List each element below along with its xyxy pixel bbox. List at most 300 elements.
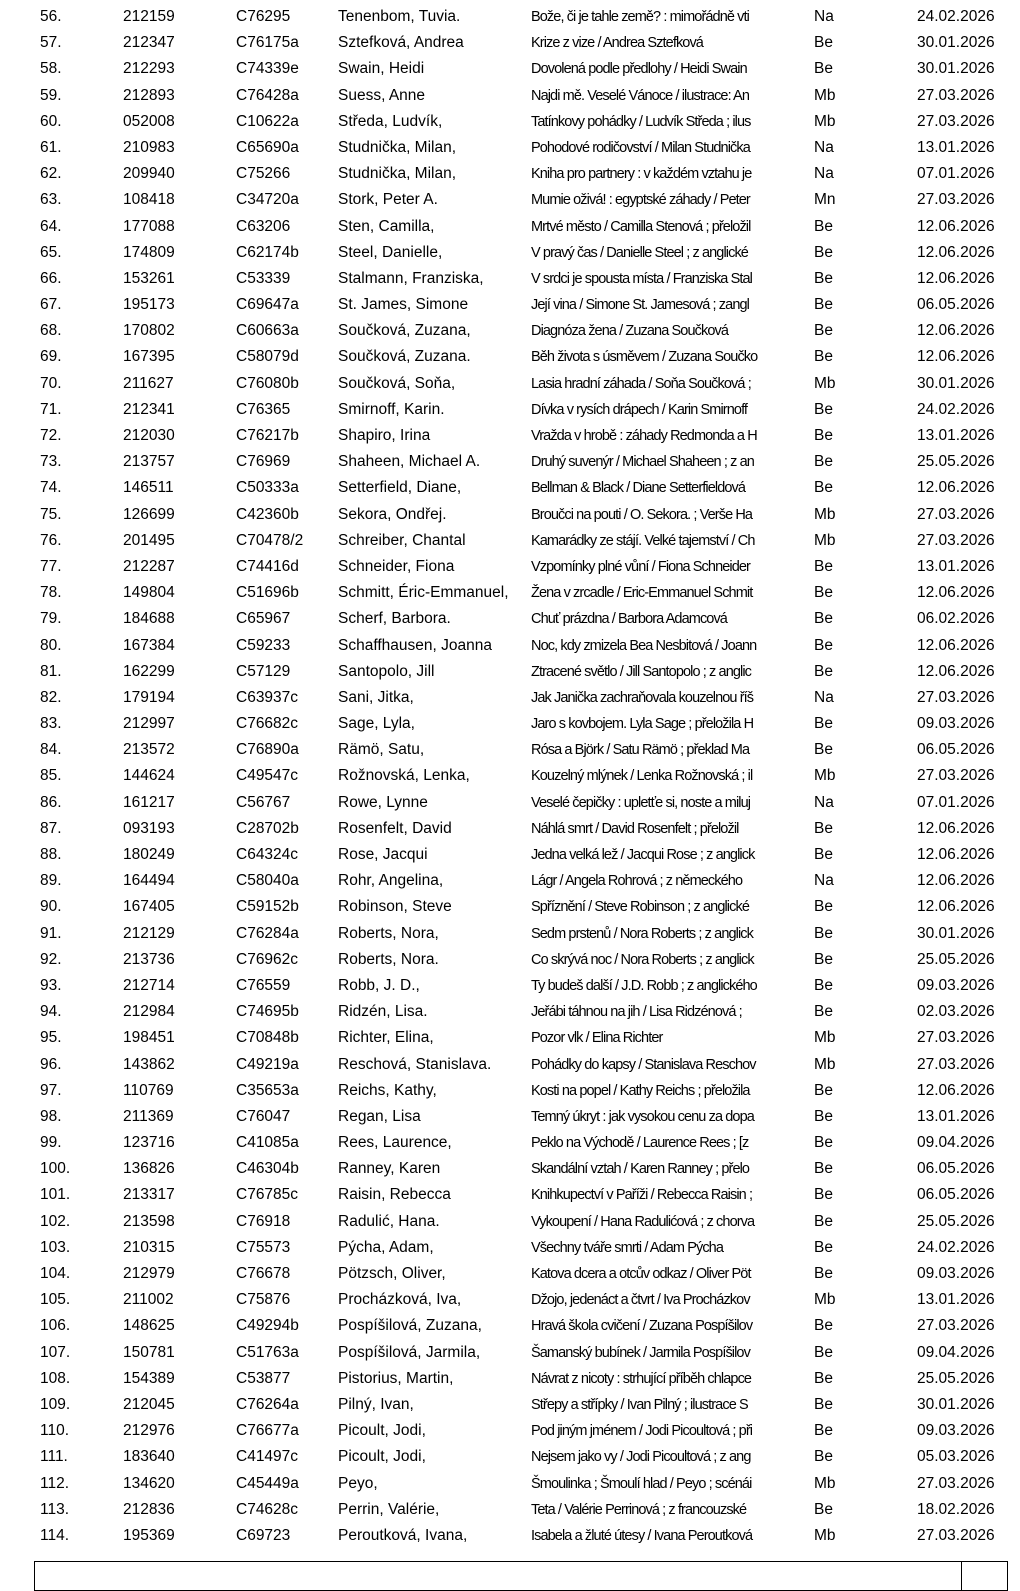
date-value: 18.02.2026 <box>917 1500 995 1518</box>
collection-code: Be <box>814 846 833 863</box>
date-value: 12.06.2026 <box>917 322 995 340</box>
author-name: Peyo, <box>338 1474 378 1492</box>
record-id: 177088 <box>123 217 175 235</box>
collection-code: Mb <box>814 374 836 392</box>
author-name: Schneider, Fiona <box>338 557 455 575</box>
date-value: 27.03.2026 <box>917 191 995 209</box>
record-id: 212984 <box>123 1003 175 1021</box>
book-title: Druhý suvenýr / Michael Shaheen ; z an <box>531 454 754 471</box>
shelf-signature: C74339e <box>236 60 299 78</box>
record-id: 162299 <box>123 662 175 680</box>
author-name: Raisin, Rebecca <box>338 1186 451 1204</box>
record-id: 052008 <box>123 112 175 130</box>
book-title: Peklo na Východě / Laurence Rees ; [z <box>531 1135 749 1152</box>
collection-code: Be <box>814 1212 833 1230</box>
shelf-signature: C76969 <box>236 453 291 471</box>
book-title: Co skrývá noc / Nora Roberts ; z anglick <box>531 951 754 968</box>
list-item <box>0 1523 1020 1549</box>
collection-code: Be <box>814 1395 833 1413</box>
book-title: Kamarádky ze stájí. Velké tajemství / Ch <box>531 532 755 549</box>
record-id: 212287 <box>123 557 175 575</box>
shelf-signature: C65690a <box>236 138 299 156</box>
author-name: Setterfield, Diane, <box>338 479 462 497</box>
collection-code: Na <box>814 793 834 811</box>
list-item <box>0 1182 1020 1208</box>
row-number: 90. <box>40 898 62 916</box>
book-title: V srdci je spousta místa / Franziska Stal <box>531 270 752 287</box>
collection-code: Be <box>814 898 833 916</box>
record-id: 153261 <box>123 269 175 287</box>
date-value: 12.06.2026 <box>917 662 995 680</box>
collection-code: Na <box>814 138 834 156</box>
collection-code: Be <box>814 1448 833 1466</box>
author-name: Studnička, Milan, <box>338 165 457 183</box>
list-item <box>0 1497 1020 1523</box>
book-title: Vzpomínky plné vůní / Fiona Schneider <box>531 558 750 575</box>
date-value: 27.03.2026 <box>917 112 995 130</box>
author-name: Swain, Heidi <box>338 60 425 78</box>
book-title: Všechny tváře smrti / Adam Pýcha <box>531 1239 724 1256</box>
row-number: 74. <box>40 479 62 497</box>
author-name: Sani, Jitka, <box>338 688 414 706</box>
collection-code: Be <box>814 1343 833 1361</box>
record-id: 212836 <box>123 1500 175 1518</box>
shelf-signature: C69723 <box>236 1526 291 1544</box>
shelf-signature: C76785c <box>236 1186 299 1204</box>
list-item <box>0 1392 1020 1418</box>
row-number: 63. <box>40 191 62 209</box>
date-value: 09.03.2026 <box>917 1422 995 1440</box>
record-id: 211369 <box>123 1107 174 1125</box>
list-item <box>0 1235 1020 1261</box>
collection-code: Mb <box>814 1055 836 1073</box>
shelf-signature: C76962c <box>236 950 299 968</box>
collection-code: Mb <box>814 767 836 785</box>
row-number: 104. <box>40 1265 71 1282</box>
list-item <box>0 999 1020 1025</box>
date-value: 09.04.2026 <box>917 1343 995 1361</box>
collection-code: Be <box>814 662 833 680</box>
collection-code: Be <box>814 557 833 575</box>
book-title: Krize z vize / Andrea Sztefková <box>531 35 703 52</box>
record-id: 212341 <box>123 400 175 418</box>
collection-code: Be <box>814 1317 833 1335</box>
shelf-signature: C75573 <box>236 1238 291 1256</box>
author-name: Rees, Laurence, <box>338 1134 452 1152</box>
date-value: 06.05.2026 <box>917 741 995 759</box>
book-title: Diagnóza žena / Zuzana Součková <box>531 323 728 340</box>
list-item <box>0 633 1020 659</box>
author-name: Steel, Danielle, <box>338 243 443 261</box>
author-name: Smirnoff, Karin. <box>338 400 445 418</box>
author-name: Peroutková, Ivana, <box>338 1526 468 1544</box>
record-id: 110769 <box>123 1081 174 1099</box>
row-number: 61. <box>40 138 62 156</box>
collection-code: Be <box>814 1500 833 1518</box>
book-title: Střepy a střípky / Ivan Pilný ; ilustrace S <box>531 1396 748 1413</box>
collection-code: Be <box>814 610 833 628</box>
book-title: Džojo, jedenáct a čtvrt / Iva Procházkov <box>531 1292 750 1309</box>
row-number: 66. <box>40 269 62 287</box>
row-number: 69. <box>40 348 62 366</box>
book-title: Jak Janička zachraňovala kouzelnou říš <box>531 689 754 706</box>
list-item <box>0 266 1020 292</box>
list-item <box>0 1025 1020 1051</box>
row-number: 88. <box>40 846 62 863</box>
row-number: 107. <box>40 1343 71 1361</box>
collection-code: Be <box>814 269 833 287</box>
record-id: 179194 <box>123 688 175 706</box>
date-value: 27.03.2026 <box>917 1055 995 1073</box>
list-item <box>0 56 1020 82</box>
row-number: 77. <box>40 557 62 575</box>
row-number: 110. <box>40 1422 70 1440</box>
book-title: Spříznění / Steve Robinson ; z anglické <box>531 899 749 916</box>
row-number: 76. <box>40 531 62 549</box>
list-item <box>0 1313 1020 1339</box>
author-name: Rose, Jacqui <box>338 846 428 863</box>
list-item <box>0 842 1020 868</box>
date-value: 07.01.2026 <box>917 165 995 183</box>
book-title: Mrtvé město / Camilla Stenová ; přeložil <box>531 218 751 235</box>
book-title: Sedm prstenů / Nora Roberts ; z anglick <box>531 925 753 942</box>
row-number: 113. <box>40 1500 70 1518</box>
shelf-signature: C76678 <box>236 1265 291 1282</box>
shelf-signature: C42360b <box>236 505 299 523</box>
collection-code: Mn <box>814 191 836 209</box>
book-title: Jaro s kovbojem. Lyla Sage ; přeložila H <box>531 716 754 733</box>
collection-code: Mb <box>814 112 836 130</box>
book-title: Ty budeš další / J.D. Robb ; z anglického <box>531 977 757 994</box>
record-id: 108418 <box>123 191 175 209</box>
row-number: 80. <box>40 636 62 654</box>
author-name: Reschová, Stanislava. <box>338 1055 492 1073</box>
shelf-signature: C59233 <box>236 636 291 654</box>
date-value: 12.06.2026 <box>917 846 995 863</box>
row-number: 72. <box>40 427 62 444</box>
shelf-signature: C76428a <box>236 86 299 104</box>
date-value: 25.05.2026 <box>917 1212 995 1230</box>
row-number: 79. <box>40 610 62 628</box>
shelf-signature: C51696b <box>236 584 299 602</box>
row-number: 64. <box>40 217 62 235</box>
row-number: 114. <box>40 1526 70 1544</box>
date-value: 30.01.2026 <box>917 374 995 392</box>
list-item <box>0 4 1020 30</box>
list-item <box>0 868 1020 894</box>
collection-code: Be <box>814 348 833 366</box>
shelf-signature: C35653a <box>236 1081 299 1099</box>
list-item <box>0 292 1020 318</box>
shelf-signature: C59152b <box>236 898 299 916</box>
list-item <box>0 318 1020 344</box>
shelf-signature: C58079d <box>236 348 299 366</box>
book-title: Noc, kdy zmizela Bea Nesbitová / Joann <box>531 637 757 654</box>
author-name: Studnička, Milan, <box>338 138 457 156</box>
list-item <box>0 685 1020 711</box>
author-name: Středa, Ludvík, <box>338 112 443 130</box>
date-value: 12.06.2026 <box>917 636 995 654</box>
record-id: 154389 <box>123 1369 175 1387</box>
collection-code: Be <box>814 1369 833 1387</box>
author-name: Rohr, Angelina, <box>338 872 444 890</box>
collection-code: Be <box>814 453 833 471</box>
author-name: Rožnovská, Lenka, <box>338 767 470 785</box>
list-item <box>0 240 1020 266</box>
collection-code: Be <box>814 924 833 942</box>
collection-code: Be <box>814 296 833 314</box>
author-name: Pospíšilová, Jarmila, <box>338 1343 481 1361</box>
author-name: Procházková, Iva, <box>338 1291 462 1309</box>
row-number: 99. <box>40 1134 62 1152</box>
footer-table-frame <box>34 1561 1008 1591</box>
row-number: 96. <box>40 1055 62 1073</box>
list-item <box>0 397 1020 423</box>
author-name: Schaffhausen, Joanna <box>338 636 492 654</box>
row-number: 103. <box>40 1238 71 1256</box>
record-id: 213598 <box>123 1212 175 1230</box>
book-title: Bože, či je tahle země? : mimořádně vti <box>531 9 749 25</box>
record-id: 167405 <box>123 898 175 916</box>
date-value: 13.01.2026 <box>917 1291 995 1309</box>
record-id: 144624 <box>123 767 175 785</box>
date-value: 13.01.2026 <box>917 427 995 444</box>
shelf-signature: C70478/2 <box>236 531 304 549</box>
list-item <box>0 1418 1020 1444</box>
list-item <box>0 109 1020 135</box>
book-title: Isabela a žluté útesy / Ivana Peroutková <box>531 1527 753 1544</box>
date-value: 09.03.2026 <box>917 715 995 733</box>
author-name: Radulić, Hana. <box>338 1212 440 1230</box>
date-value: 06.02.2026 <box>917 610 995 628</box>
book-title: Teta / Valérie Perrinová ; z francouzské <box>531 1501 747 1518</box>
collection-code: Na <box>814 688 834 706</box>
list-item <box>0 1261 1020 1287</box>
row-number: 62. <box>40 165 62 183</box>
date-value: 12.06.2026 <box>917 1081 995 1099</box>
row-number: 108. <box>40 1369 71 1387</box>
book-title: Ztracené světlo / Jill Santopolo ; z anglic <box>531 663 752 680</box>
row-number: 81. <box>40 662 62 680</box>
collection-code: Be <box>814 976 833 994</box>
record-id: 093193 <box>123 819 175 837</box>
collection-code: Be <box>814 243 833 261</box>
record-id: 212997 <box>123 715 175 733</box>
author-name: Rowe, Lynne <box>338 793 428 811</box>
date-value: 24.02.2026 <box>917 8 995 25</box>
shelf-signature: C62174b <box>236 243 299 261</box>
author-name: Součková, Zuzana. <box>338 348 471 366</box>
shelf-signature: C58040a <box>236 872 299 890</box>
book-title: Mumie oživá! : egyptské záhady / Peter <box>531 192 750 209</box>
record-id: 201495 <box>123 531 175 549</box>
record-id: 161217 <box>123 793 175 811</box>
collection-code: Be <box>814 819 833 837</box>
row-number: 73. <box>40 453 62 471</box>
shelf-signature: C34720a <box>236 191 299 209</box>
collection-code: Be <box>814 60 833 78</box>
record-id: 213317 <box>123 1186 175 1204</box>
book-title: Pohádky do kapsy / Stanislava Reschov <box>531 1056 756 1073</box>
book-title: Její vina / Simone St. Jamesová ; zangl <box>531 297 749 314</box>
date-value: 09.03.2026 <box>917 976 995 994</box>
shelf-signature: C70848b <box>236 1029 299 1047</box>
collection-code: Be <box>814 400 833 418</box>
record-id: 212347 <box>123 34 175 52</box>
book-title: Dovolená podle předlohy / Heidi Swain <box>531 61 747 78</box>
list-item <box>0 554 1020 580</box>
date-value: 27.03.2026 <box>917 505 995 523</box>
book-title: Pozor vlk / Elina Richter <box>531 1030 663 1047</box>
row-number: 60. <box>40 112 62 130</box>
record-id: 123716 <box>123 1134 175 1152</box>
record-id: 170802 <box>123 322 175 340</box>
author-name: Shapiro, Irina <box>338 427 431 444</box>
row-number: 87. <box>40 819 62 837</box>
shelf-signature: C76559 <box>236 976 291 994</box>
list-item <box>0 1104 1020 1130</box>
list-item <box>0 423 1020 449</box>
shelf-signature: C75266 <box>236 165 291 183</box>
date-value: 12.06.2026 <box>917 584 995 602</box>
date-value: 27.03.2026 <box>917 531 995 549</box>
list-item <box>0 1209 1020 1235</box>
author-name: Pistorius, Martin, <box>338 1369 454 1387</box>
collection-code: Mb <box>814 1029 836 1047</box>
collection-code: Be <box>814 427 833 444</box>
collection-code: Be <box>814 1003 833 1021</box>
row-number: 78. <box>40 584 62 602</box>
list-item <box>0 606 1020 632</box>
collection-code: Be <box>814 1238 833 1256</box>
list-item <box>0 30 1020 56</box>
author-name: Stork, Peter A. <box>338 191 438 209</box>
shelf-signature: C49219a <box>236 1055 299 1073</box>
list-item <box>0 502 1020 528</box>
record-id: 184688 <box>123 610 175 628</box>
record-id: 209940 <box>123 165 175 183</box>
row-number: 105. <box>40 1291 71 1309</box>
author-name: Sage, Lyla, <box>338 715 415 733</box>
catalog-list <box>0 4 1020 1549</box>
book-title: Vykoupení / Hana Radulićová ; z chorva <box>531 1213 755 1230</box>
date-value: 24.02.2026 <box>917 1238 995 1256</box>
author-name: Picoult, Jodi, <box>338 1422 426 1440</box>
book-title: Žena v zrcadle / Eric-Emmanuel Schmit <box>531 585 753 602</box>
book-title: Kniha pro partnery : v každém vztahu je <box>531 166 752 183</box>
collection-code: Mb <box>814 1526 836 1544</box>
list-item <box>0 894 1020 920</box>
row-number: 71. <box>40 400 62 418</box>
shelf-signature: C76682c <box>236 715 299 733</box>
shelf-signature: C69647a <box>236 296 299 314</box>
list-item <box>0 947 1020 973</box>
date-value: 24.02.2026 <box>917 400 995 418</box>
list-item <box>0 1366 1020 1392</box>
record-id: 195173 <box>123 296 175 314</box>
date-value: 12.06.2026 <box>917 479 995 497</box>
book-title: Pohodové rodičovství / Milan Studnička <box>531 139 750 156</box>
book-title: Skandální vztah / Karen Ranney ; přelo <box>531 1161 750 1178</box>
shelf-signature: C63206 <box>236 217 291 235</box>
date-value: 30.01.2026 <box>917 34 995 52</box>
book-title: Lágr / Angela Rohrová ; z německého <box>531 873 743 890</box>
book-title: Pod jiným jménem / Jodi Picoultová ; při <box>531 1423 753 1440</box>
date-value: 25.05.2026 <box>917 453 995 471</box>
collection-code: Na <box>814 8 834 25</box>
date-value: 30.01.2026 <box>917 60 995 78</box>
author-name: Tenenbom, Tuvia. <box>338 8 461 25</box>
collection-code: Be <box>814 715 833 733</box>
book-title: Návrat z nicoty : strhující příběh chlapce <box>531 1370 752 1387</box>
list-item <box>0 711 1020 737</box>
shelf-signature: C76677a <box>236 1422 299 1440</box>
shelf-signature: C60663a <box>236 322 299 340</box>
author-name: Perrin, Valérie, <box>338 1500 440 1518</box>
shelf-signature: C76890a <box>236 741 299 759</box>
record-id: 212159 <box>123 8 175 25</box>
author-name: Pospíšilová, Zuzana, <box>338 1317 482 1335</box>
row-number: 59. <box>40 86 62 104</box>
shelf-signature: C65967 <box>236 610 291 628</box>
list-item <box>0 763 1020 789</box>
list-item <box>0 580 1020 606</box>
row-number: 94. <box>40 1003 62 1021</box>
collection-code: Be <box>814 1265 833 1282</box>
row-number: 83. <box>40 715 62 733</box>
collection-code: Mb <box>814 1291 836 1309</box>
row-number: 67. <box>40 296 62 314</box>
list-item <box>0 659 1020 685</box>
row-number: 84. <box>40 741 62 759</box>
record-id: 167384 <box>123 636 175 654</box>
date-value: 13.01.2026 <box>917 557 995 575</box>
record-id: 213757 <box>123 453 175 471</box>
shelf-signature: C50333a <box>236 479 299 497</box>
row-number: 89. <box>40 872 62 890</box>
shelf-signature: C28702b <box>236 819 299 837</box>
row-number: 91. <box>40 924 62 942</box>
list-item <box>0 1130 1020 1156</box>
book-title: Náhlá smrt / David Rosenfelt ; přeložil <box>531 820 739 837</box>
author-name: Schreiber, Chantal <box>338 531 466 549</box>
collection-code: Be <box>814 1160 833 1178</box>
date-value: 27.03.2026 <box>917 1029 995 1047</box>
record-id: 212976 <box>123 1422 175 1440</box>
row-number: 93. <box>40 976 62 994</box>
collection-code: Be <box>814 217 833 235</box>
book-title: Knihkupectví v Paříži / Rebecca Raisin ; <box>531 1187 753 1204</box>
date-value: 25.05.2026 <box>917 950 995 968</box>
date-value: 12.06.2026 <box>917 269 995 287</box>
collection-code: Be <box>814 1134 833 1152</box>
date-value: 12.06.2026 <box>917 243 995 261</box>
list-item <box>0 1471 1020 1497</box>
row-number: 86. <box>40 793 62 811</box>
author-name: Sztefková, Andrea <box>338 34 464 52</box>
record-id: 212129 <box>123 924 175 942</box>
book-title: Kouzelný mlýnek / Lenka Rožnovská ; il <box>531 768 753 785</box>
list-item <box>0 1078 1020 1104</box>
list-item <box>0 161 1020 187</box>
date-value: 12.06.2026 <box>917 217 995 235</box>
record-id: 167395 <box>123 348 175 366</box>
list-item <box>0 790 1020 816</box>
list-item <box>0 816 1020 842</box>
shelf-signature: C41085a <box>236 1134 299 1152</box>
list-item <box>0 449 1020 475</box>
row-number: 98. <box>40 1107 62 1125</box>
